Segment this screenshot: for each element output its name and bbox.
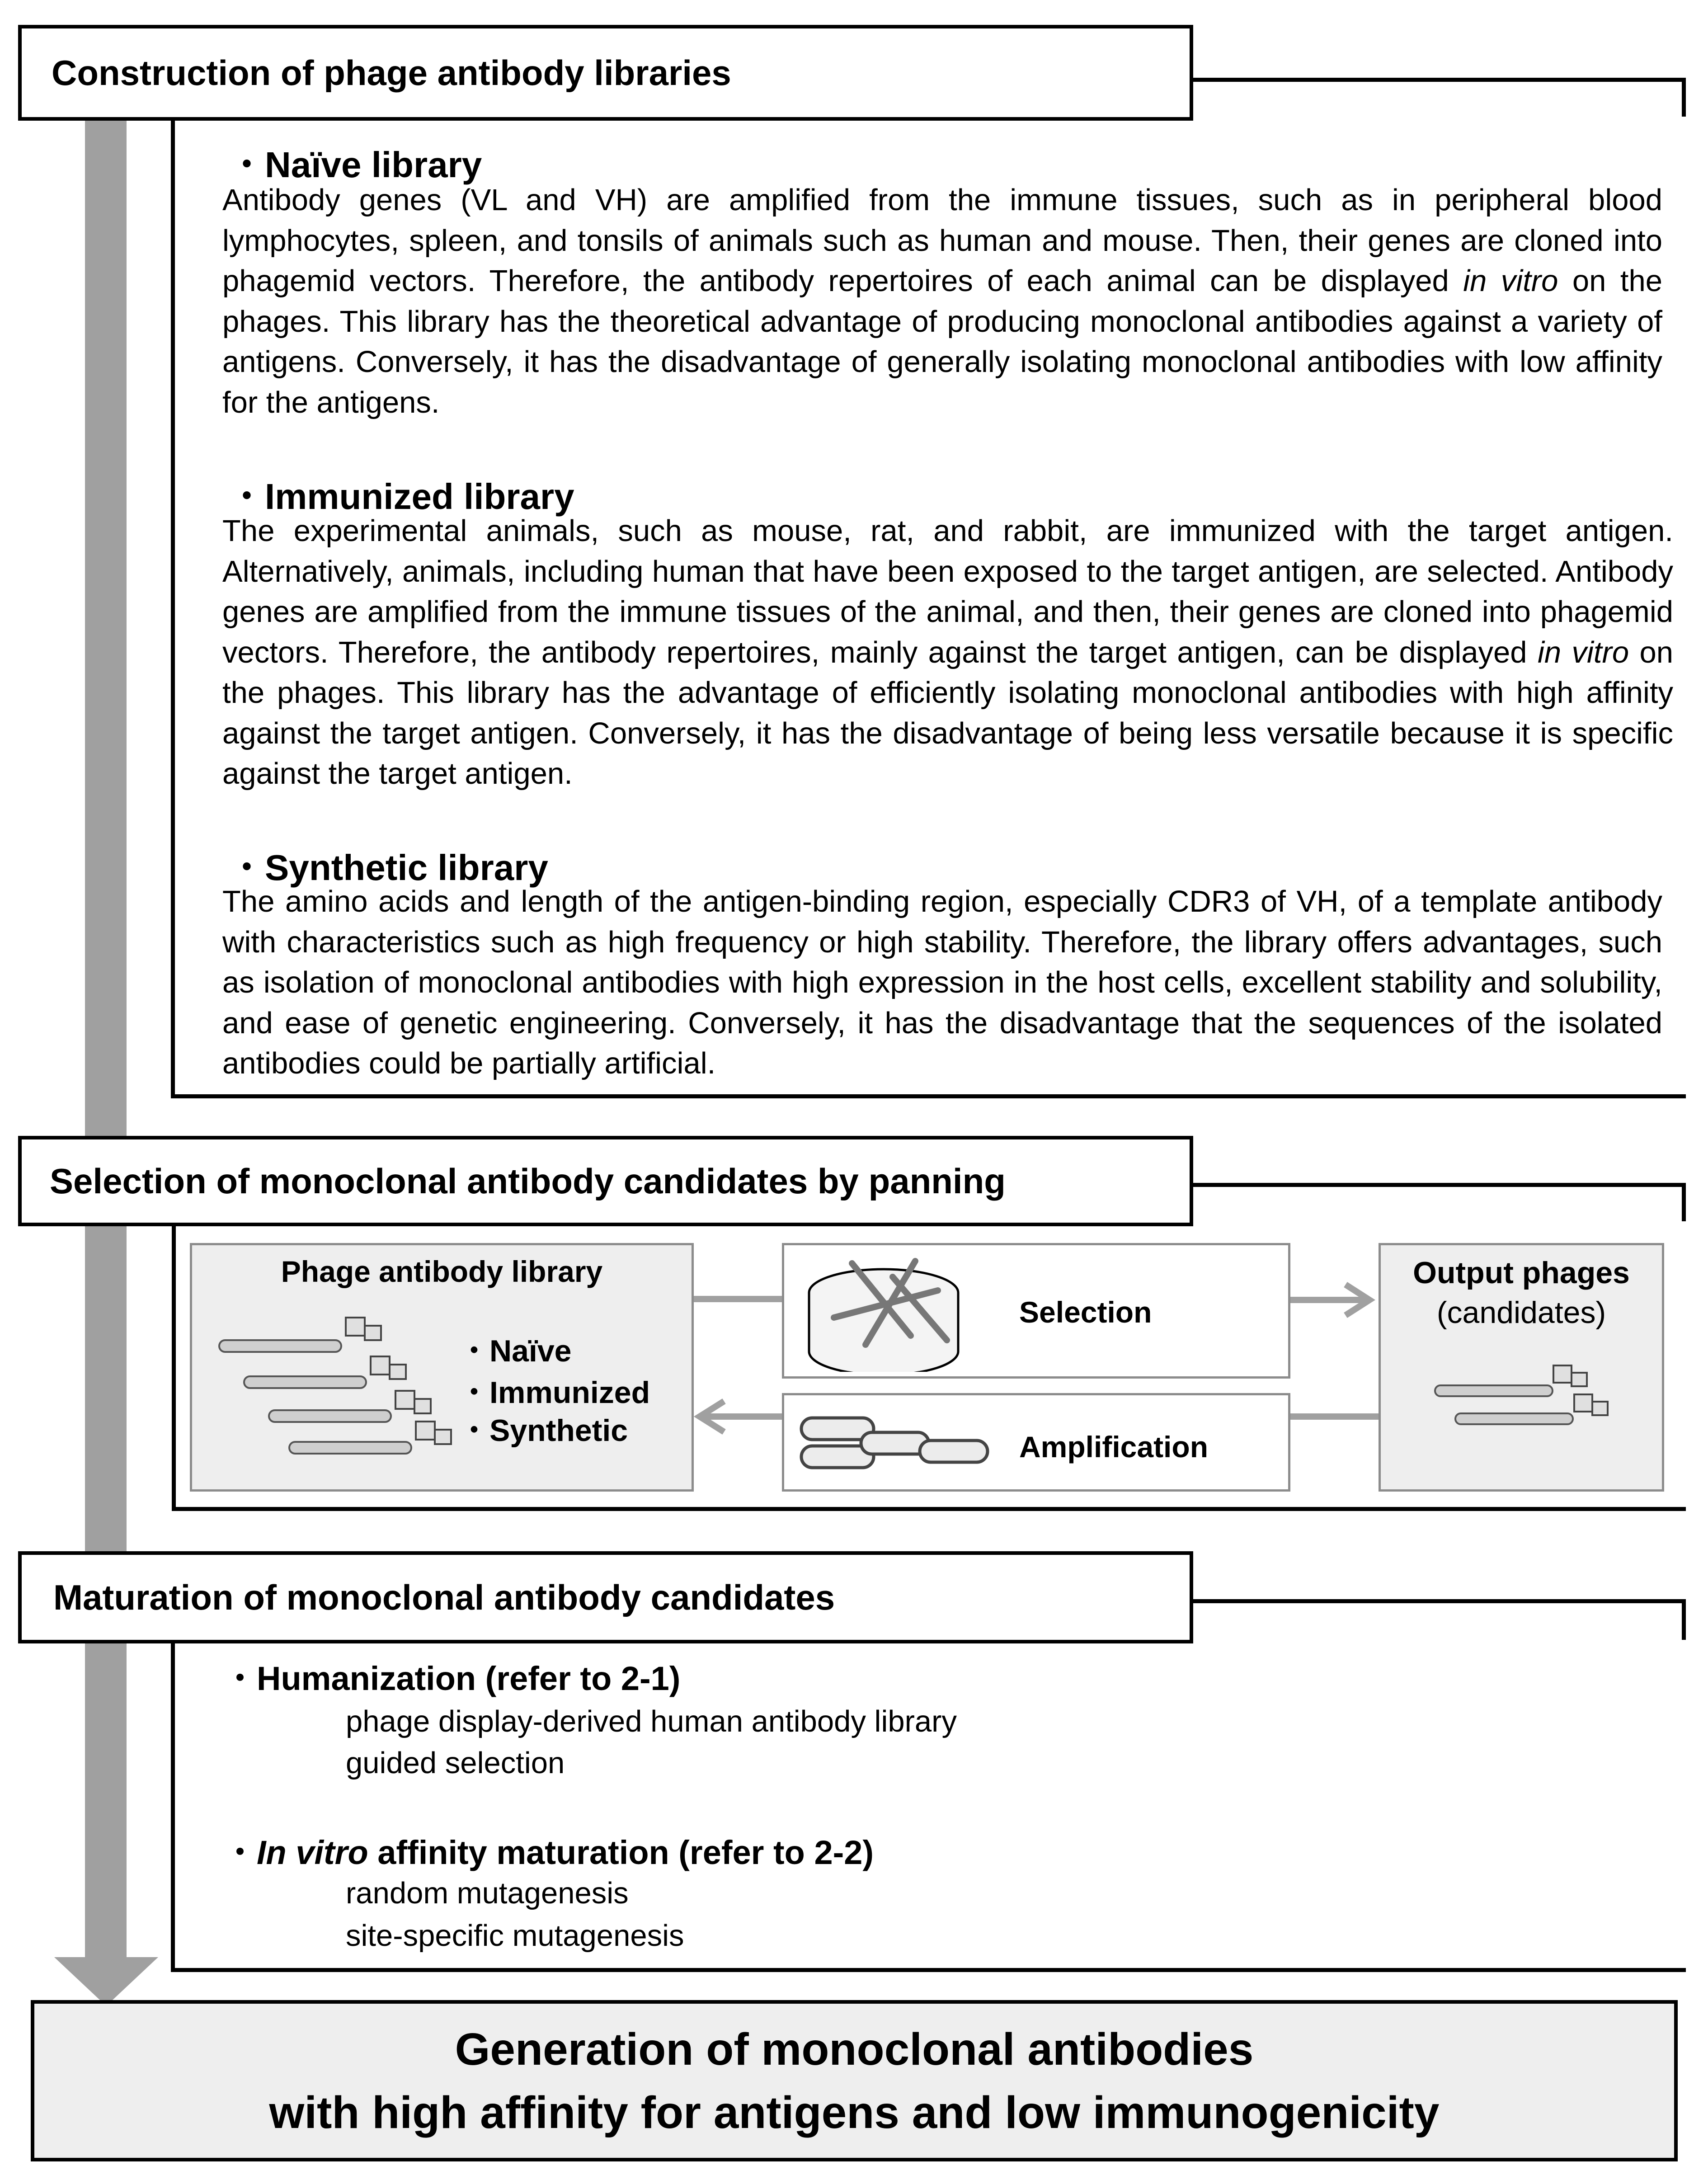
flow-arrow-shaft	[85, 115, 127, 1959]
phage-library-illustration	[215, 1313, 468, 1462]
arrow-to-output	[1289, 1282, 1379, 1318]
library-item-naive: ・Naïve	[459, 1334, 572, 1368]
library-box-title: Phage antibody library	[281, 1255, 603, 1288]
amplification-label: Amplification	[1019, 1430, 1209, 1464]
affinity-item-1: random mutagenesis	[346, 1876, 629, 1910]
selection-title	[18, 1136, 1193, 1226]
output-phage-illustration	[1430, 1363, 1620, 1435]
construction-title	[18, 25, 1193, 121]
synthetic-heading: ・Synthetic library	[229, 847, 548, 888]
selection-dish-icon	[802, 1250, 969, 1372]
library-box	[190, 1243, 694, 1492]
maturation-title	[18, 1551, 1193, 1643]
arrow-to-library	[692, 1398, 787, 1435]
affinity-item-2: site-specific mutagenesis	[346, 1919, 684, 1953]
amplification-icon	[798, 1413, 992, 1472]
selection-box	[782, 1243, 1290, 1379]
construction-title-text: Construction of phage antibody libraries	[52, 52, 731, 93]
selection-title-text: Selection of monoclonal antibody candidates by panning	[50, 1161, 1006, 1201]
connector-output-amplification	[1289, 1413, 1379, 1420]
connector-library-selection	[692, 1296, 783, 1302]
library-item-immunized: ・Immunized	[459, 1375, 650, 1410]
humanization-item-2: guided selection	[346, 1746, 565, 1780]
selection-label: Selection	[1019, 1295, 1152, 1329]
output-box	[1379, 1243, 1664, 1492]
flow-arrow-head	[54, 1957, 158, 2006]
naive-text: Antibody genes (VL and VH) are amplified from the immune tissues, such as in peripheral blood lymphocytes, spleen, and tonsils of animals such as human and mouse. Then, their genes are cloned into phagemid vectors. Therefore, the antibody repertoires of each animal can be displayed in vitro on the phages. This library has the theoretical advantage of producing monoclonal antibodies against a variety of antigens. Conversely, it has the disadvantage of generally isolating monoclonal antibodies with low affinity for the antigens.	[222, 183, 1662, 419]
final-line-2: with high affinity for antigens and low immunogenicity	[269, 2087, 1440, 2138]
output-title: Output phages	[1413, 1256, 1630, 1290]
synthetic-text: The amino acids and length of the antigen-binding region, especially CDR3 of VH, of a template antibody with characteristics such as high frequency or high stability. Therefore, the library offers advantages, such as isolation of monoclonal antibodies with high expression in the host cells, excellent stability and solubility, and ease of genetic engineering. Conversely, it has the disadvantage that the sequences of the isolated antibodies could be partially artificial.	[222, 885, 1662, 1080]
maturation-title-text: Maturation of monoclonal antibody candidates	[53, 1577, 835, 1617]
immunized-heading: ・Immunized library	[229, 476, 574, 517]
output-subtitle: (candidates)	[1436, 1295, 1606, 1330]
amplification-box	[782, 1393, 1290, 1492]
immunized-text: The experimental animals, such as mouse, rat, and rabbit, are immunized with the target antigen. Alternatively, animals, including human that have been exposed to the target antigen, are selected. Antibody genes are amplified from the immune tissues of the animal, and then, their genes are cloned into phagemid vectors. Therefore, the antibody repertoires, mainly against the target antigen, can be displayed in vitro on the phages. This library has the advantage of efficiently isolating monoclonal antibodies with high affinity against the target antigen. Conversely, it has the disadvantage of being less versatile because it is specific against the target antigen.	[222, 514, 1673, 791]
humanization-item-1: phage display-derived human antibody library	[346, 1704, 957, 1738]
naive-heading: ・Naïve library	[229, 145, 482, 185]
final-line-1: Generation of monoclonal antibodies	[455, 2024, 1254, 2075]
humanization-heading: ・Humanization (refer to 2-1)	[223, 1660, 681, 1697]
library-item-synthetic: ・Synthetic	[459, 1413, 628, 1448]
affinity-heading: ・In vitro affinity maturation (refer to 2-2)	[223, 1834, 874, 1871]
final-result-box	[31, 2000, 1678, 2161]
